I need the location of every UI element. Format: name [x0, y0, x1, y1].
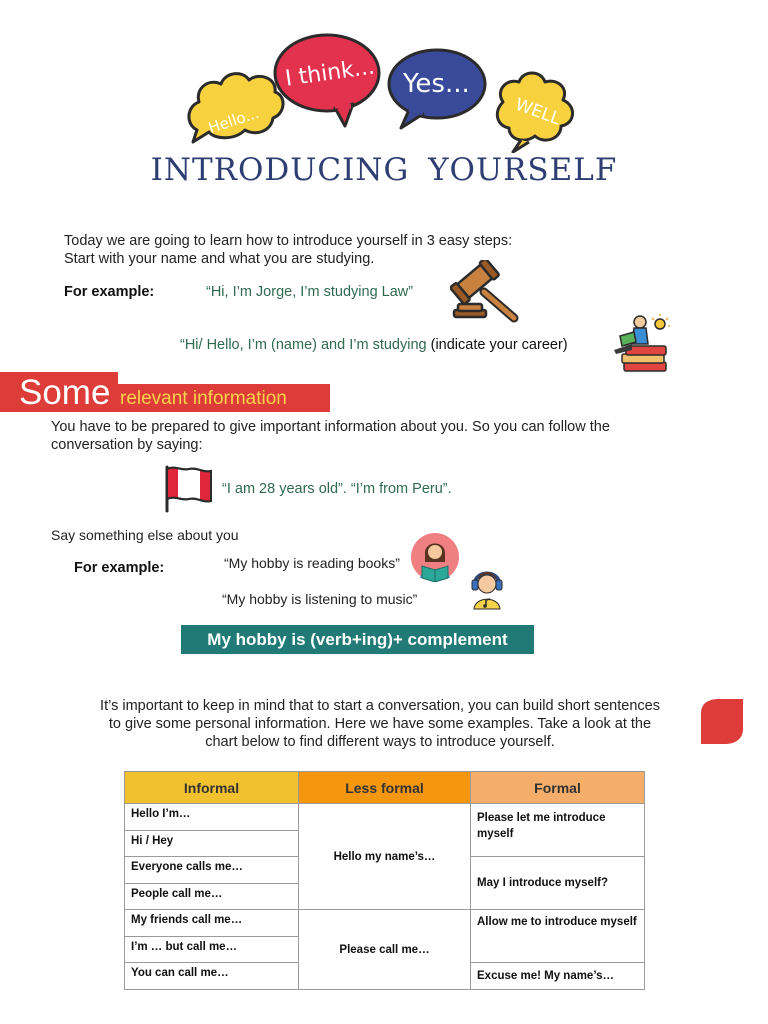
career-template-note: (indicate your career) — [430, 337, 568, 353]
informal-cell: Hi / Hey — [125, 830, 299, 857]
informal-cell: People call me… — [125, 883, 299, 910]
example-label-2: For example: — [74, 560, 165, 576]
header-informal: Informal — [125, 772, 299, 804]
section-title-small: relevant information — [120, 388, 287, 409]
section-title-big: Some — [19, 373, 111, 412]
informal-cell: Everyone calls me… — [125, 857, 299, 884]
section-line-2: conversation by saying: — [51, 437, 203, 453]
headphones-person-icon — [469, 566, 505, 610]
career-template-quote: “Hi/ Hello, I’m (name) and I’m studying — [180, 337, 427, 353]
say-something-else-label: Say something else about you — [51, 527, 239, 543]
table-header-row — [125, 772, 645, 804]
table-row — [125, 910, 645, 937]
header-formal: Formal — [471, 772, 645, 804]
less-formal-cell: Please call me… — [299, 910, 471, 990]
hobby-reading-quote: “My hobby is reading books” — [224, 555, 400, 571]
informal-cell: My friends call me… — [125, 910, 299, 937]
formal-cell: Please let me introduce myself — [471, 804, 645, 857]
speech-bubbles-illustration — [185, 28, 585, 153]
career-template-line — [180, 337, 568, 353]
section-line-1: You have to be prepared to give important information about you. So you can follow the — [51, 419, 610, 435]
hobby-music-quote: “My hobby is listening to music” — [222, 591, 418, 607]
bubble-hello-text: Hello... — [206, 103, 262, 138]
student-books-icon — [606, 310, 678, 376]
intro-line-1: Today we are going to learn how to introduce yourself in 3 easy steps: — [64, 233, 513, 249]
example-label-1: For example: — [64, 284, 155, 300]
header-less-formal: Less formal — [299, 772, 471, 804]
gavel-icon — [450, 260, 520, 324]
informal-cell: I’m … but call me… — [125, 936, 299, 963]
bubble-i-think-text: I think... — [283, 54, 377, 92]
hobby-formula-banner: My hobby is (verb+ing)+ complement — [181, 625, 534, 654]
formal-cell: Allow me to introduce myself — [471, 910, 645, 963]
paragraph-line-2: to give some personal information. Here we have some examples. Take a look at the — [108, 716, 652, 732]
introduction-phrases-table — [124, 771, 645, 990]
red-leaf-decoration-icon — [701, 699, 743, 744]
hello-cloud-icon — [189, 74, 283, 142]
less-formal-cell: Hello my name’s… — [299, 804, 471, 910]
chart-intro-paragraph — [55, 697, 705, 751]
paragraph-line-1: It’s important to keep in mind that to start a conversation, you can build short sentences — [100, 698, 660, 714]
formal-cell: Excuse me! My name’s… — [471, 963, 645, 990]
intro-line-2: Start with your name and what you are studying. — [64, 251, 375, 267]
example-quote-law: “Hi, I’m Jorge, I’m studying Law” — [206, 284, 414, 300]
paragraph-line-3: chart below to find different ways to introduce yourself. — [205, 734, 555, 750]
reading-person-icon — [410, 532, 460, 582]
bubble-yes-text: Yes... — [403, 69, 470, 99]
bubble-well-text: WELL — [512, 94, 563, 130]
informal-cell: You can call me… — [125, 963, 299, 990]
informal-cell: Hello I’m… — [125, 804, 299, 831]
table-row — [125, 804, 645, 831]
page-title: INTRODUCING YOURSELF — [150, 152, 618, 188]
age-origin-quote: “I am 28 years old”. “I’m from Peru”. — [222, 481, 452, 497]
peru-flag-icon — [161, 463, 215, 513]
formal-cell: May I introduce myself? — [471, 857, 645, 910]
